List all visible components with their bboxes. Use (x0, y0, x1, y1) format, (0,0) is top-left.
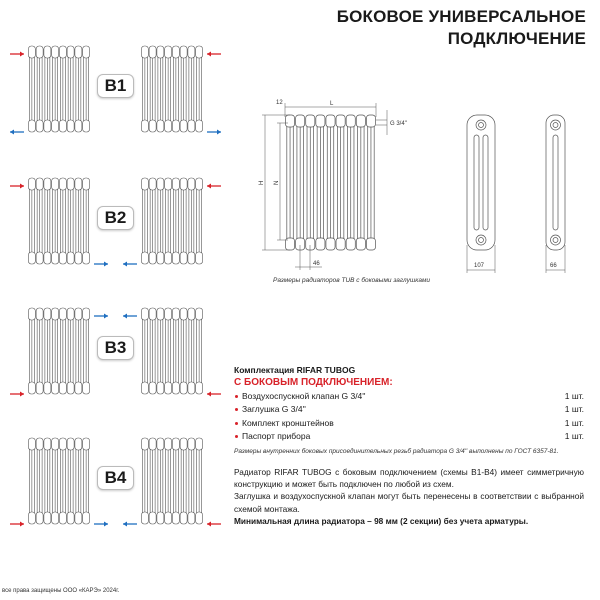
description (234, 466, 584, 527)
kit-item (234, 391, 584, 404)
scheme-b2 (0, 170, 235, 270)
dim-107: 107 (474, 263, 485, 269)
supply-arrow-icon (10, 52, 24, 57)
return-arrow-icon (123, 262, 137, 267)
return-arrow-icon (207, 130, 221, 135)
kit-item-name: Паспорт прибора (242, 431, 311, 442)
scheme-b3 (0, 300, 235, 400)
radiator-dimension-drawing (250, 95, 600, 290)
page-title: БОКОВОЕ УНИВЕРСАЛЬНОЕ ПОДКЛЮЧЕНИЕ (336, 7, 586, 48)
return-arrow-icon (10, 130, 24, 135)
supply-arrow-icon (10, 392, 24, 397)
return-arrow-icon (94, 314, 108, 319)
description-paragraph: Заглушка и воздухоспускной клапан могут быть перенесены в соответствии с выбранной схемой монтажа. (234, 491, 584, 514)
return-arrow-icon (94, 522, 108, 527)
radiator-icon (28, 308, 89, 394)
kit-item-qty: 1 шт. (564, 404, 584, 415)
scheme-label: B4 (97, 466, 134, 490)
supply-arrow-icon (10, 522, 24, 527)
radiator-icon (28, 438, 89, 524)
scheme-b1 (0, 38, 235, 138)
dim-12: 12 (276, 100, 283, 106)
return-arrow-icon (94, 262, 108, 267)
kit-list (234, 391, 584, 445)
supply-arrow-icon (207, 522, 221, 527)
kit-subtitle: С БОКОВЫМ ПОДКЛЮЧЕНИЕМ: (234, 377, 393, 388)
copyright: все права защищены ООО «КАРЭ» 2024г. (2, 588, 120, 594)
kit-item-qty: 1 шт. (564, 431, 584, 442)
scheme-b4 (0, 430, 235, 530)
kit-item-name: Воздухоспускной клапан G 3/4'' (242, 391, 366, 401)
scheme-label: B3 (97, 336, 134, 360)
radiator-icon (141, 438, 202, 524)
min-length-note: Минимальная длина радиатора – 98 мм (2 секции) без учета арматуры. (234, 515, 529, 526)
scheme-label: B1 (97, 74, 134, 98)
dim-66: 66 (550, 263, 557, 269)
scheme-label: B2 (97, 206, 134, 230)
kit-item-name: Комплект кронштейнов (242, 417, 334, 428)
kit-item (234, 404, 584, 417)
drawing-caption: Размеры радиаторов TUB с боковыми заглушками (273, 277, 431, 284)
description-paragraph: Радиатор RIFAR TUBOG с боковым подключением (схемы B1-B4) имеет симметричную конструкцию и может быть подключен по любой из схем. (234, 467, 584, 490)
radiator-icon (28, 46, 89, 132)
kit-item-name: Заглушка G 3/4'' (242, 404, 306, 415)
supply-arrow-icon (207, 52, 221, 57)
dim-height: H (259, 180, 265, 185)
dim-46: 46 (313, 261, 320, 267)
kit-item-qty: 1 шт. (564, 417, 584, 428)
kit-title: Комплектация RIFAR TUBOG (234, 365, 356, 375)
supply-arrow-icon (207, 392, 221, 397)
kit-item (234, 431, 584, 444)
kit-note: Размеры внутренних боковых присоединительных резьб радиатора G 3/4'' выполнены по ГОСТ 6357-81. (234, 447, 559, 455)
radiator-icon (141, 46, 202, 132)
supply-arrow-icon (207, 184, 221, 189)
thread-size: G 3/4'' (390, 121, 407, 127)
kit-item (234, 418, 584, 431)
supply-arrow-icon (10, 184, 24, 189)
dim-length: L (330, 101, 334, 107)
kit-section (234, 365, 584, 455)
radiator-icon (141, 178, 202, 264)
return-arrow-icon (123, 314, 137, 319)
return-arrow-icon (123, 522, 137, 527)
dim-axis-distance: N (274, 180, 280, 185)
radiator-icon (28, 178, 89, 264)
kit-item-qty: 1 шт. (564, 391, 584, 401)
radiator-icon (141, 308, 202, 394)
